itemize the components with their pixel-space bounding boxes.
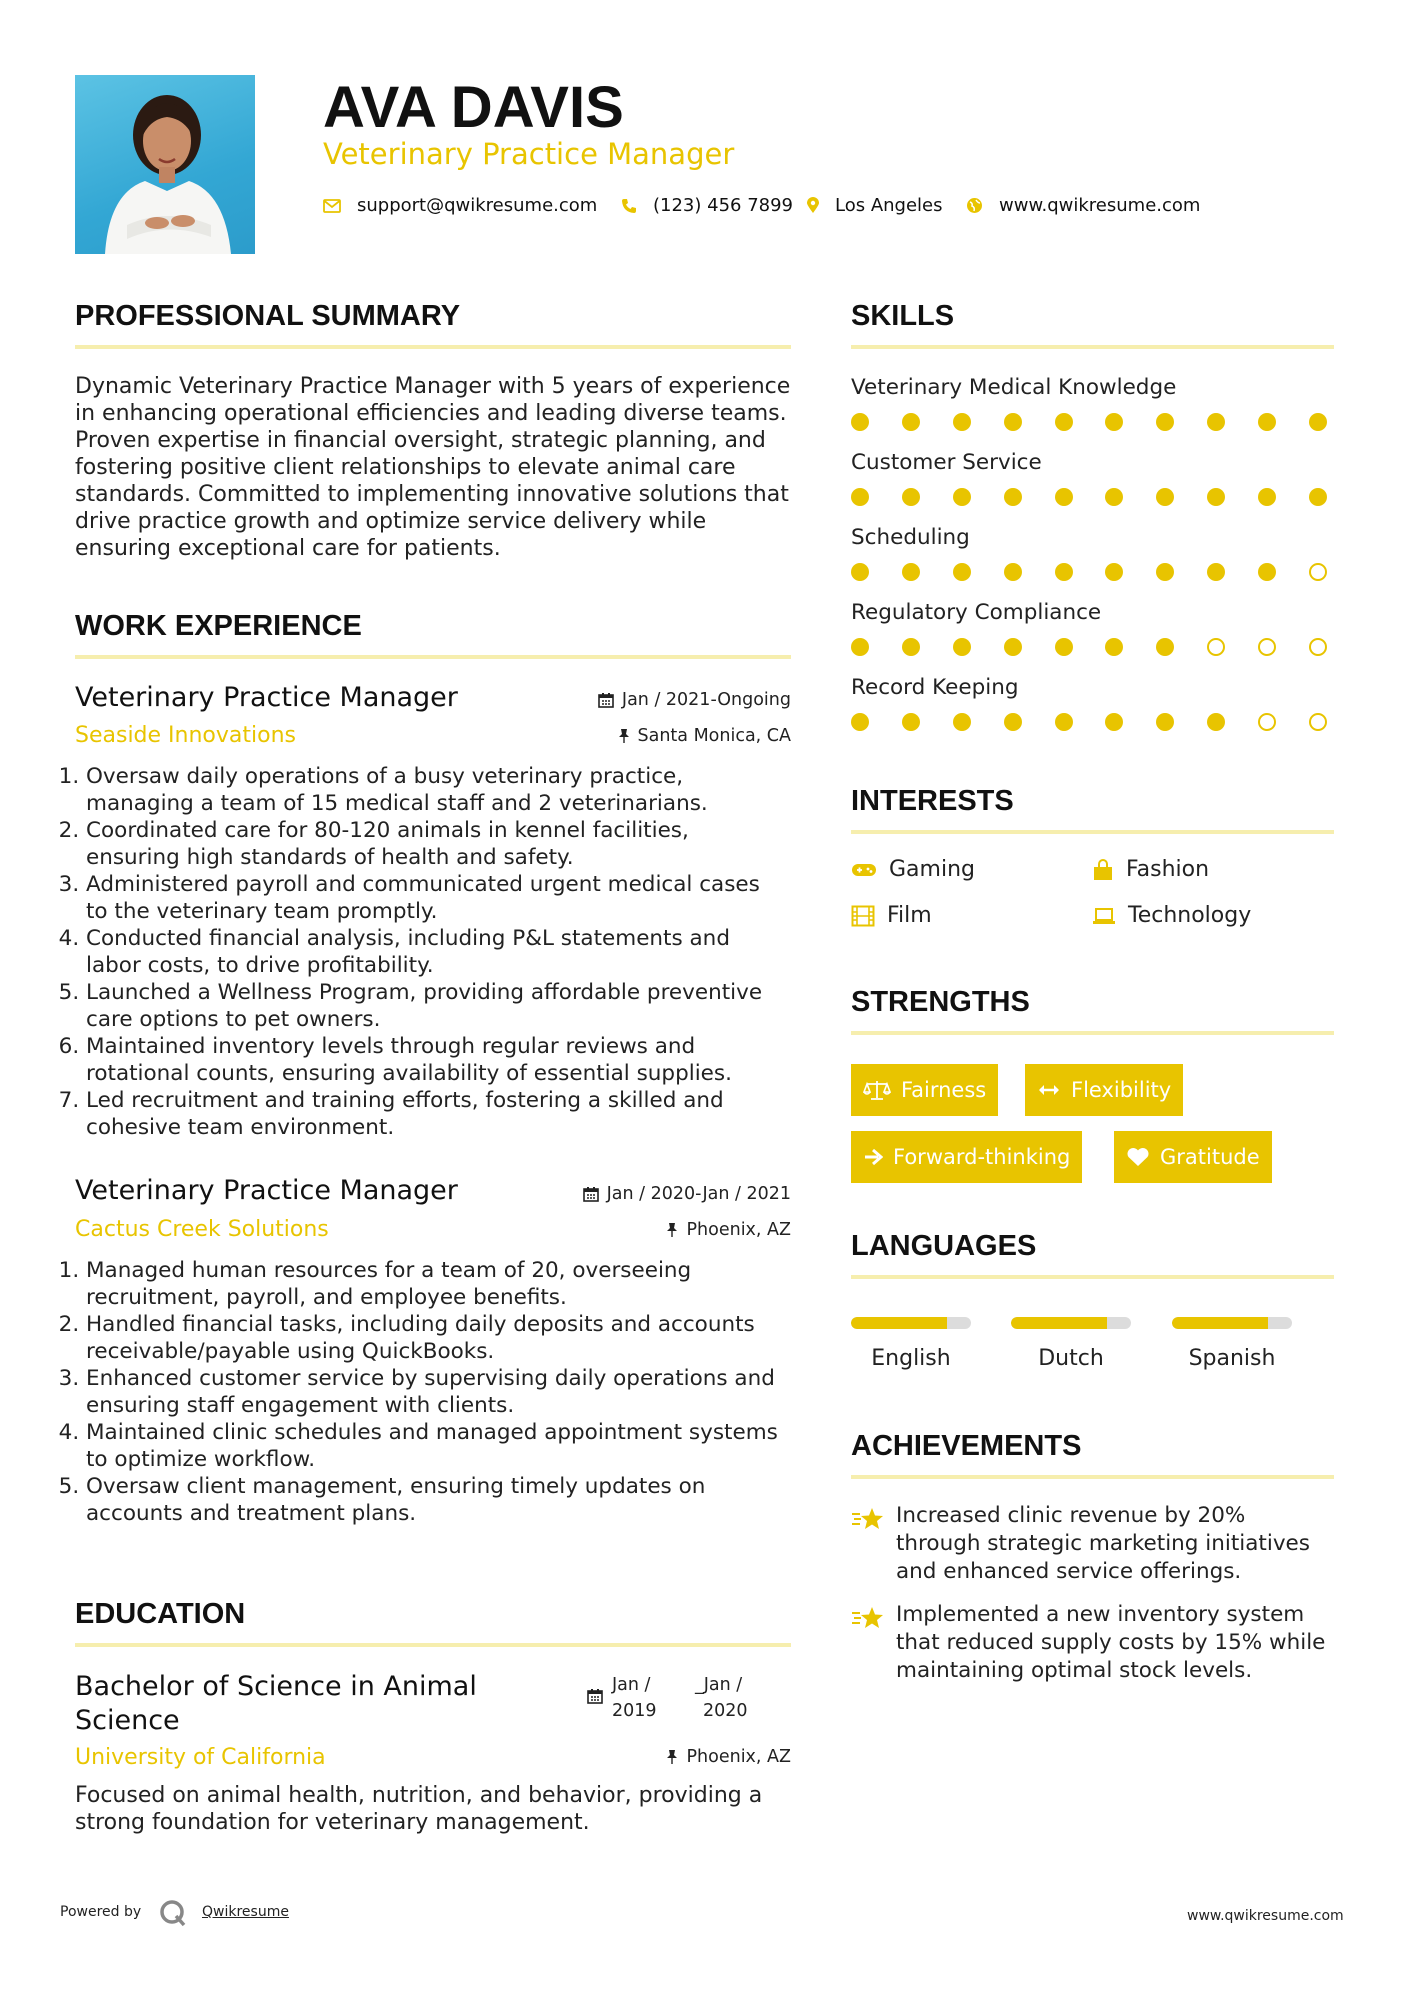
strength-chip xyxy=(851,1131,1082,1183)
degree-title-line-1: Bachelor of Science in Animal xyxy=(75,1671,477,1702)
strength-label: Flexibility xyxy=(1071,1078,1172,1102)
skill-dot-filled xyxy=(902,713,920,731)
interests-divider xyxy=(851,830,1334,834)
skill-dot-empty xyxy=(1207,638,1225,656)
contact-phone[interactable] xyxy=(621,195,793,216)
skill-dot-filled xyxy=(1004,713,1022,731)
calendar-icon xyxy=(583,1186,599,1202)
skill-rating xyxy=(851,488,1327,506)
job-2-duties xyxy=(68,1257,788,1527)
achievement-text: Increased clinic revenue by 20% through strategic marketing initiatives and enhanced service offerings. xyxy=(896,1503,1310,1584)
skill-dot-filled xyxy=(851,638,869,656)
achievements-divider xyxy=(851,1475,1334,1479)
education-start-year: 2019 xyxy=(612,1701,657,1721)
strengths-heading: STRENGTHS xyxy=(851,986,1030,1018)
job-1-company: Seaside Innovations xyxy=(75,723,296,748)
skill-dot-filled xyxy=(1207,488,1225,506)
footer-powered-by: Powered by xyxy=(60,1904,142,1920)
language-level-bar xyxy=(1172,1317,1292,1329)
achievement-icon-wrap xyxy=(851,1505,885,1537)
language-level-fill xyxy=(1172,1317,1268,1329)
job-2-duty: 5. Oversaw client management, ensuring timely updates on accounts and treatment plans. xyxy=(86,1473,788,1527)
job-1-duty: 1. Oversaw daily operations of a busy veterinary practice, managing a team of 15 medical staff and 2 veterinarians. xyxy=(86,763,788,817)
contact-location-text: Los Angeles xyxy=(835,195,943,216)
shopping-bag-icon xyxy=(1092,859,1114,881)
skill-dot-filled xyxy=(1004,413,1022,431)
degree-title xyxy=(75,1670,477,1738)
contact-website[interactable] xyxy=(966,195,1200,216)
achievements-heading: ACHIEVEMENTS xyxy=(851,1430,1082,1462)
job-1-duties xyxy=(68,763,788,1141)
job-1-duty: 6. Maintained inventory levels through regular reviews and rotational counts, ensuring availability of essential supplies. xyxy=(86,1033,788,1087)
job-2-duty: 2. Handled financial tasks, including daily deposits and accounts receivable/payable using QuickBooks. xyxy=(86,1311,788,1365)
job-2-dates xyxy=(480,1184,791,1204)
skill-rating xyxy=(851,713,1327,731)
skill-dot-filled xyxy=(1004,638,1022,656)
skill-dot-filled xyxy=(953,488,971,506)
summary-text: Dynamic Veterinary Practice Manager with 5 years of experience in enhancing operational efficiencies and leading diverse teams. Proven expertise in financial oversight, strategic planning, and fostering positive client relationships to elevate animal care standards. Committed to implementing innovative solutions that drive practice growth and optimize service delivery while ensuring exceptional care for patients. xyxy=(75,374,791,561)
degree-title-line-2: Science xyxy=(75,1705,180,1736)
languages-heading: LANGUAGES xyxy=(851,1230,1037,1262)
qwikresume-logo-icon xyxy=(158,1898,188,1928)
interest-item xyxy=(851,903,932,928)
skill-dot-filled xyxy=(953,413,971,431)
laptop-icon xyxy=(1092,907,1116,925)
arrows-horizontal-icon xyxy=(1037,1083,1061,1097)
gamepad-icon xyxy=(851,862,877,878)
calendar-icon xyxy=(587,1688,603,1704)
education-heading: EDUCATION xyxy=(75,1598,246,1630)
education-calendar xyxy=(587,1688,603,1708)
map-pin-icon xyxy=(807,197,819,214)
interest-label: Technology xyxy=(1128,903,1252,928)
interests-heading: INTERESTS xyxy=(851,785,1014,817)
experience-divider xyxy=(75,655,791,659)
contact-phone-text: (123) 456 7899 xyxy=(653,195,794,216)
strength-chip xyxy=(851,1064,998,1116)
job-1-duty: 5. Launched a Wellness Program, providing affordable preventive care options to pet owners. xyxy=(86,979,788,1033)
skill-dot-filled xyxy=(1055,638,1073,656)
education-end-year: 2020 xyxy=(703,1701,748,1721)
skills-heading: SKILLS xyxy=(851,300,955,332)
skill-dot-filled xyxy=(1105,413,1123,431)
skill-rating xyxy=(851,638,1327,656)
skill-dot-filled xyxy=(1055,413,1073,431)
skill-dot-filled xyxy=(1105,713,1123,731)
education-end-month: _Jan / xyxy=(695,1675,743,1695)
contact-location xyxy=(807,195,943,216)
scale-icon xyxy=(863,1079,891,1101)
job-2-title: Veterinary Practice Manager xyxy=(75,1175,458,1206)
job-2-location xyxy=(500,1220,791,1240)
skill-dot-filled xyxy=(953,638,971,656)
skill-dot-filled xyxy=(1105,563,1123,581)
contact-email-text: support@qwikresume.com xyxy=(357,195,598,216)
skill-dot-filled xyxy=(1156,563,1174,581)
skill-dot-filled xyxy=(1055,563,1073,581)
skill-name: Regulatory Compliance xyxy=(851,600,1102,625)
skill-dot-filled xyxy=(1004,488,1022,506)
education-description: Focused on animal health, nutrition, and behavior, providing a strong foundation for veterinary management. xyxy=(75,1783,763,1835)
skill-name: Record Keeping xyxy=(851,675,1019,700)
skill-dot-filled xyxy=(1258,413,1276,431)
language-level-fill xyxy=(851,1317,947,1329)
candidate-title: Veterinary Practice Manager xyxy=(323,137,735,171)
school-name: University of California xyxy=(75,1745,326,1770)
skill-dot-filled xyxy=(1207,713,1225,731)
calendar-icon xyxy=(598,692,614,708)
interest-item xyxy=(1092,857,1209,882)
skill-dot-filled xyxy=(1055,713,1073,731)
achievement-icon-wrap xyxy=(851,1604,885,1636)
skill-dot-filled xyxy=(953,713,971,731)
skill-dot-filled xyxy=(1105,638,1123,656)
skill-dot-empty xyxy=(1309,563,1327,581)
job-1-duty: 3. Administered payroll and communicated urgent medical cases to the veterinary team promptly. xyxy=(86,871,788,925)
summary-divider xyxy=(75,345,791,349)
skill-dot-filled xyxy=(1156,638,1174,656)
skill-dot-filled xyxy=(902,563,920,581)
language-level-bar xyxy=(851,1317,971,1329)
pushpin-icon xyxy=(666,1749,678,1765)
skill-dot-empty xyxy=(1258,638,1276,656)
interest-item xyxy=(1092,903,1251,928)
language-level-bar xyxy=(1011,1317,1131,1329)
skill-rating xyxy=(851,563,1327,581)
education-location-text: Phoenix, AZ xyxy=(686,1747,791,1767)
qwikresume-logo xyxy=(158,1898,188,1932)
language-level-fill xyxy=(1011,1317,1107,1329)
job-1-dates xyxy=(500,690,791,710)
skill-dot-filled xyxy=(1156,413,1174,431)
strength-label: Gratitude xyxy=(1160,1145,1260,1169)
education-start-date xyxy=(612,1672,657,1724)
strengths-divider xyxy=(851,1031,1334,1035)
footer-brand-link[interactable]: Qwikresume xyxy=(202,1904,289,1920)
skill-dot-filled xyxy=(1207,413,1225,431)
skill-dot-empty xyxy=(1309,638,1327,656)
profile-photo-illustration xyxy=(75,75,255,254)
star-icon xyxy=(851,1604,885,1632)
languages-divider xyxy=(851,1275,1334,1279)
skill-rating xyxy=(851,413,1327,431)
skill-dot-filled xyxy=(1156,488,1174,506)
job-1-location xyxy=(500,726,791,746)
footer-website[interactable]: www.qwikresume.com xyxy=(1187,1908,1344,1924)
skill-name: Veterinary Medical Knowledge xyxy=(851,375,1177,400)
skill-dot-filled xyxy=(1055,488,1073,506)
skill-name: Scheduling xyxy=(851,525,970,550)
skill-dot-empty xyxy=(1258,713,1276,731)
skill-dot-filled xyxy=(851,563,869,581)
strength-chip xyxy=(1114,1131,1272,1183)
education-location xyxy=(500,1747,791,1767)
envelope-icon xyxy=(323,199,341,213)
experience-heading: WORK EXPERIENCE xyxy=(75,610,362,642)
pushpin-icon xyxy=(618,728,630,744)
candidate-name: AVA DAVIS xyxy=(323,75,624,140)
language-name: Spanish xyxy=(1188,1346,1276,1371)
skills-divider xyxy=(851,345,1334,349)
job-2-duty: 1. Managed human resources for a team of 20, overseeing recruitment, payroll, and employee benefits. xyxy=(86,1257,788,1311)
strength-label: Fairness xyxy=(901,1078,987,1102)
skill-dot-filled xyxy=(1309,413,1327,431)
skill-dot-filled xyxy=(1309,488,1327,506)
skill-dot-filled xyxy=(902,638,920,656)
skill-dot-filled xyxy=(1004,563,1022,581)
strength-chip xyxy=(1025,1064,1183,1116)
skill-dot-filled xyxy=(1156,713,1174,731)
globe-icon xyxy=(966,197,983,214)
job-2-duty: 3. Enhanced customer service by supervising daily operations and ensuring staff engagement with clients. xyxy=(86,1365,788,1419)
skill-dot-empty xyxy=(1309,713,1327,731)
arrow-right-icon xyxy=(863,1148,883,1166)
job-1-dates-text: Jan / 2021-Ongoing xyxy=(621,690,791,710)
job-2-duty: 4. Maintained clinic schedules and managed appointment systems to optimize workflow. xyxy=(86,1419,788,1473)
skill-dot-filled xyxy=(851,713,869,731)
film-icon xyxy=(851,905,875,927)
job-2-dates-text: Jan / 2020-Jan / 2021 xyxy=(606,1184,791,1204)
contact-website-text: www.qwikresume.com xyxy=(999,195,1201,216)
skill-dot-filled xyxy=(902,413,920,431)
heart-icon xyxy=(1126,1147,1150,1167)
job-2-location-text: Phoenix, AZ xyxy=(686,1220,791,1240)
job-2-company: Cactus Creek Solutions xyxy=(75,1217,329,1242)
achievement-text: Implemented a new inventory system that reduced supply costs by 15% while maintaining optimal stock levels. xyxy=(896,1602,1326,1683)
skill-dot-filled xyxy=(1105,488,1123,506)
interest-label: Film xyxy=(887,903,932,928)
job-1-location-text: Santa Monica, CA xyxy=(637,726,791,746)
skill-name: Customer Service xyxy=(851,450,1042,475)
interest-label: Fashion xyxy=(1126,857,1210,882)
skill-dot-filled xyxy=(1258,488,1276,506)
education-end-date xyxy=(695,1672,748,1724)
summary-heading: PROFESSIONAL SUMMARY xyxy=(75,300,461,332)
skill-dot-filled xyxy=(851,488,869,506)
strength-label: Forward-thinking xyxy=(893,1145,1071,1169)
skill-dot-filled xyxy=(902,488,920,506)
education-start-month: Jan / xyxy=(612,1675,651,1695)
pushpin-icon xyxy=(666,1222,678,1238)
job-1-duty: 7. Led recruitment and training efforts, fostering a skilled and cohesive team environment. xyxy=(86,1087,788,1141)
job-1-title: Veterinary Practice Manager xyxy=(75,682,458,713)
skill-dot-filled xyxy=(1207,563,1225,581)
language-name: Dutch xyxy=(1038,1346,1104,1371)
education-divider xyxy=(75,1643,791,1647)
job-1-duty: 4. Conducted financial analysis, including P&L statements and labor costs, to drive profitability. xyxy=(86,925,788,979)
phone-icon xyxy=(621,198,637,214)
job-1-duty: 2. Coordinated care for 80-120 animals in kennel facilities, ensuring high standards of health and safety. xyxy=(86,817,788,871)
skill-dot-filled xyxy=(1258,563,1276,581)
language-name: English xyxy=(871,1346,951,1371)
interest-label: Gaming xyxy=(889,857,975,882)
skill-dot-filled xyxy=(953,563,971,581)
skill-dot-filled xyxy=(851,413,869,431)
star-icon xyxy=(851,1505,885,1533)
interest-item xyxy=(851,857,975,882)
profile-photo xyxy=(75,75,255,254)
contact-email[interactable] xyxy=(323,195,597,216)
